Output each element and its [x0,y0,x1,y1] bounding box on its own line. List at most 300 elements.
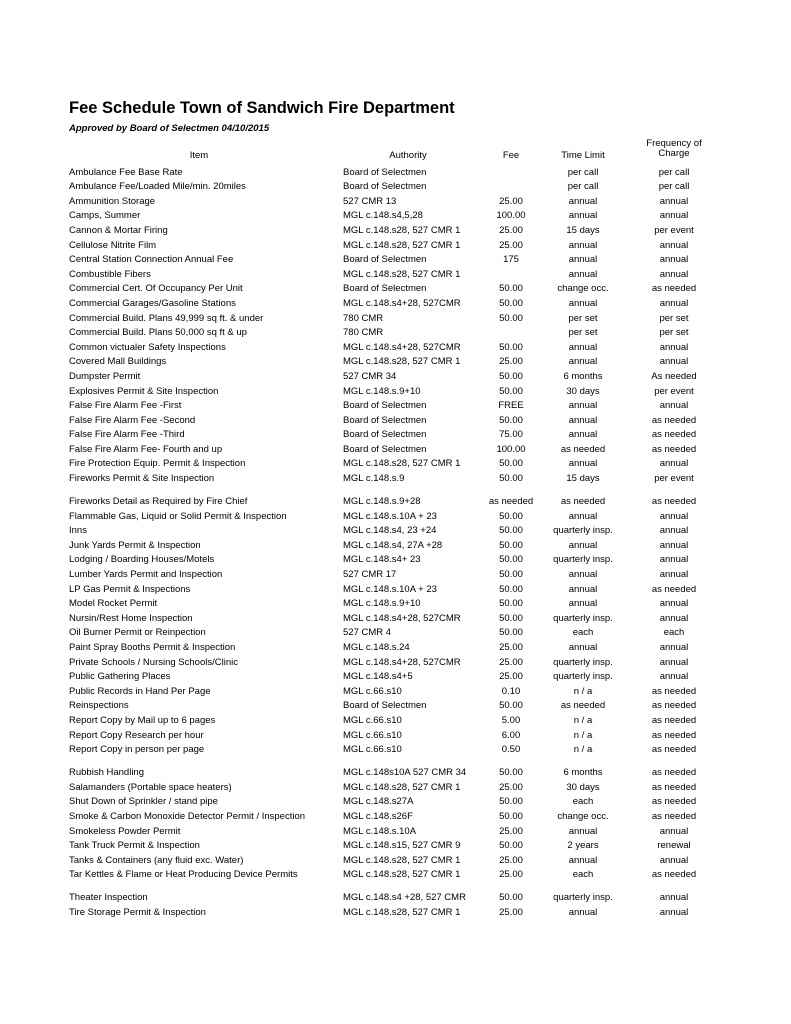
cell-item: Commercial Build. Plans 49,999 sq ft. & under [69,312,264,324]
cell-authority: MGL c.148.s.9+28 [343,496,421,508]
cell-authority: 780 CMR [343,327,384,339]
cell-item: Tank Truck Permit & Inspection [69,840,200,852]
cell-item: Paint Spray Booths Permit & Inspection [69,642,236,653]
cell-authority: MGL c.148.s28, 527 CMR 1 [343,224,461,236]
cell-time-limit: annual [568,539,598,551]
table-row [0,853,791,868]
cell-authority: Board of Selectmen [343,181,427,193]
cell-authority: MGL c.148.s.9+10 [343,385,421,397]
cell-authority: MGL c.148.s28, 527 CMR 1 [343,854,461,866]
cell-authority: MGL c.148.s4,5,28 [343,210,423,222]
cell-item: Rubbish Handling [69,767,144,779]
table-row [0,428,791,443]
cell-item: Model Rocket Permit [69,598,158,610]
table-row [0,839,791,854]
cell-authority: Board of Selectmen [343,283,427,295]
cell-frequency: as needed [651,583,697,595]
cell-fee: 50.00 [499,583,523,595]
cell-time-limit: annual [568,569,598,581]
cell-frequency: annual [659,554,689,566]
cell-fee: 50.00 [499,612,523,624]
cell-time-limit: annual [568,239,598,251]
cell-item: Theater Inspection [69,892,148,904]
cell-fee: 50.00 [499,796,523,808]
cell-time-limit: annual [568,642,598,653]
table-row [0,384,791,399]
cell-frequency: annual [659,254,689,266]
cell-fee: 25.00 [499,642,523,653]
cell-authority: MGL c.148.s28, 527 CMR 1 [343,781,461,793]
table-row [0,795,791,810]
cell-time-limit: per set [568,312,598,324]
cell-fee: 50.00 [499,598,523,610]
cell-item: Cannon & Mortar Firing [69,224,168,236]
cell-frequency: renewal [657,840,691,852]
cell-item: Inns [69,525,87,537]
cell-time-limit: annual [568,341,598,353]
cell-frequency: as needed [651,869,697,881]
cell-time-limit: per set [568,327,598,339]
cell-item: Smoke & Carbon Monoxide Detector Permit / Inspection [69,810,306,822]
cell-fee: FREE [498,400,524,412]
cell-time-limit: per call [567,181,599,193]
cell-fee: 50.00 [499,525,523,537]
cell-item: Ammunition Storage [69,195,156,207]
cell-item: False Fire Alarm Fee- Fourth and up [69,443,223,455]
table-row [0,471,791,486]
cell-time-limit: annual [568,510,598,522]
cell-authority: MGL c.148.s4, 27A +28 [343,539,443,551]
cell-time-limit: 30 days [566,781,600,793]
cell-item: Nursin/Rest Home Inspection [69,612,193,624]
cell-item: Ambulance Fee/Loaded Mile/min. 20miles [69,181,246,193]
cell-authority: MGL c.148.s4 +28, 527 CMR [343,892,466,904]
cell-time-limit: per call [567,166,599,178]
cell-frequency: as needed [651,685,697,697]
cell-frequency: annual [659,210,689,222]
table-row [0,209,791,224]
cell-frequency: annual [659,458,689,470]
cell-authority: MGL c.148.s4+28, 527CMR [343,297,461,309]
cell-item: Report Copy by Mail up to 6 pages [69,714,216,726]
cell-frequency: annual [659,239,689,251]
cell-time-limit: annual [568,598,598,610]
table-row [0,699,791,714]
cell-fee: 25.00 [499,906,523,918]
cell-time-limit: annual [568,429,598,441]
cell-authority: 780 CMR [343,312,384,324]
cell-time-limit: annual [568,400,598,412]
table-row [0,486,791,509]
cell-frequency: per event [654,473,694,485]
cell-item: Common victualer Safety Inspections [69,341,226,353]
cell-fee: 25.00 [499,825,523,837]
cell-item: Private Schools / Nursing Schools/Clinic [69,656,238,668]
table-row [0,524,791,539]
cell-time-limit: annual [568,356,598,368]
cell-authority: MGL c.148.s4+28, 527CMR [343,341,461,353]
cell-time-limit: n / a [573,729,593,741]
cell-item: Smokeless Powder Permit [69,825,181,837]
cell-item: Report Copy in person per page [69,744,205,756]
cell-authority: MGL c.148.s.9 [343,473,405,485]
table-row [0,413,791,428]
cell-authority: Board of Selectmen [343,700,427,712]
table-row [0,165,791,180]
cell-time-limit: each [572,869,594,881]
cell-fee: 50.00 [499,283,523,295]
table-row [0,809,791,824]
cell-time-limit: 30 days [566,385,600,397]
cell-item: LP Gas Permit & Inspections [69,583,191,595]
cell-fee: 25.00 [499,671,523,683]
cell-item: Shut Down of Sprinkler / stand pipe [69,796,218,808]
page-title: Fee Schedule Town of Sandwich Fire Department [69,99,455,117]
cell-authority: 527 CMR 13 [343,195,397,207]
cell-item: Junk Yards Permit & Inspection [69,539,201,551]
cell-authority: MGL c.66.s10 [343,685,402,697]
column-header-time-limit: Time Limit [561,150,605,161]
cell-fee: 25.00 [499,356,523,368]
cell-fee: 25.00 [499,869,523,881]
cell-fee: 50.00 [499,473,523,485]
table-row [0,442,791,457]
cell-fee: 75.00 [499,429,523,441]
table-row [0,757,791,780]
column-header-item: Item [189,150,209,161]
cell-fee: 25.00 [499,239,523,251]
cell-frequency: annual [659,341,689,353]
cell-fee: 25.00 [499,854,523,866]
cell-time-limit: 6 months [563,370,603,382]
cell-authority: MGL c.148.s4+5 [343,671,413,683]
cell-item: Commercial Garages/Gasoline Stations [69,297,236,309]
cell-frequency: as needed [651,443,697,455]
cell-fee: 50.00 [499,385,523,397]
table-row [0,538,791,553]
cell-authority: MGL c.148.s.10A [343,825,417,837]
cell-time-limit: quarterly insp. [553,554,613,566]
cell-frequency: as needed [651,767,697,779]
cell-frequency: as needed [651,744,697,756]
cell-fee: 0.10 [501,685,521,697]
cell-frequency: annual [659,195,689,207]
cell-authority: MGL c.148.s.10A + 23 [343,510,437,522]
cell-authority: MGL c.66.s10 [343,729,402,741]
fee-table [0,165,791,920]
cell-item: Report Copy Research per hour [69,729,204,741]
cell-frequency: per set [659,327,689,339]
cell-authority: MGL c.148.s.24 [343,642,410,653]
cell-authority: Board of Selectmen [343,166,427,178]
cell-frequency: annual [659,854,689,866]
table-row [0,611,791,626]
cell-item: Public Gathering Places [69,671,171,683]
table-row [0,597,791,612]
table-row [0,253,791,268]
cell-frequency: as needed [651,729,697,741]
cell-frequency: as needed [651,810,697,822]
table-row [0,457,791,472]
cell-fee: 100.00 [496,210,526,222]
cell-item: Lodging / Boarding Houses/Motels [69,554,215,566]
cell-item: False Fire Alarm Fee -Third [69,429,185,441]
table-row [0,238,791,253]
table-row [0,780,791,795]
cell-frequency: annual [659,598,689,610]
table-row [0,369,791,384]
cell-item: Flammable Gas, Liquid or Solid Permit & Inspection [69,510,287,522]
cell-frequency: per event [654,224,694,236]
cell-time-limit: annual [568,210,598,222]
cell-frequency: annual [659,510,689,522]
cell-frequency: annual [659,612,689,624]
cell-time-limit: 15 days [566,473,600,485]
cell-fee: 50.00 [499,892,523,904]
cell-authority: MGL c.66.s10 [343,744,402,756]
table-row [0,882,791,905]
cell-frequency: annual [659,268,689,280]
table-row [0,223,791,238]
cell-fee: 0.50 [501,744,521,756]
cell-item: Salamanders (Portable space heaters) [69,781,232,793]
cell-fee: 50.00 [499,510,523,522]
cell-frequency: annual [659,656,689,668]
cell-item: Camps, Summer [69,210,141,222]
cell-fee: 50.00 [499,554,523,566]
cell-authority: Board of Selectmen [343,414,427,426]
table-row [0,340,791,355]
cell-time-limit: change occ. [557,810,609,822]
page-subtitle: Approved by Board of Selectmen 04/10/2015 [69,123,270,134]
cell-fee: 50.00 [499,414,523,426]
table-row [0,824,791,839]
cell-time-limit: change occ. [557,283,609,295]
cell-fee: 5.00 [501,714,521,726]
cell-authority: MGL c.148.s.10A + 23 [343,583,437,595]
cell-frequency: as needed [651,796,697,808]
cell-frequency: annual [659,539,689,551]
cell-authority: MGL c.148.s.9+10 [343,598,421,610]
cell-item: Dumpster Permit [69,370,141,382]
cell-fee: 100.00 [496,443,526,455]
cell-time-limit: n / a [573,685,593,697]
cell-item: Ambulance Fee Base Rate [69,166,183,178]
cell-item: Fire Protection Equip. Permit & Inspection [69,458,246,470]
cell-fee: as needed [488,496,534,508]
cell-item: Combustible Fibers [69,268,151,280]
cell-frequency: annual [659,892,689,904]
table-row [0,670,791,685]
cell-authority: MGL c.148s10A 527 CMR 34 [343,767,467,779]
cell-authority: MGL c.148.s27A [343,796,414,808]
cell-frequency: annual [659,297,689,309]
cell-fee: 50.00 [499,840,523,852]
table-row [0,326,791,341]
table-row [0,743,791,758]
cell-time-limit: quarterly insp. [553,892,613,904]
table-row [0,684,791,699]
cell-time-limit: 15 days [566,224,600,236]
cell-frequency: as needed [651,496,697,508]
cell-authority: MGL c.148.s4+28, 527CMR [343,656,461,668]
cell-fee: 50.00 [499,569,523,581]
cell-time-limit: quarterly insp. [553,612,613,624]
cell-item: Covered Mall Buildings [69,356,167,368]
cell-authority: MGL c.148.s15, 527 CMR 9 [343,840,461,852]
cell-frequency: as needed [651,429,697,441]
cell-frequency: each [663,627,685,639]
table-row [0,509,791,524]
cell-authority: MGL c.148.s28, 527 CMR 1 [343,458,461,470]
column-header-frequency-line1: Frequency of [646,138,702,149]
cell-time-limit: annual [568,906,598,918]
cell-authority: MGL c.148.s28, 527 CMR 1 [343,869,461,881]
cell-time-limit: as needed [560,496,606,508]
cell-time-limit: n / a [573,744,593,756]
cell-time-limit: quarterly insp. [553,671,613,683]
cell-item: Commercial Build. Plans 50,000 sq ft & up [69,327,247,339]
cell-time-limit: n / a [573,714,593,726]
cell-item: Tanks & Containers (any fluid exc. Water) [69,854,244,866]
cell-authority: MGL c.148.s4+ 23 [343,554,421,566]
cell-authority: MGL c.148.s26F [343,810,413,822]
cell-fee: 50.00 [499,810,523,822]
cell-authority: Board of Selectmen [343,429,427,441]
cell-frequency: annual [659,825,689,837]
cell-item: Fireworks Permit & Site Inspection [69,473,215,485]
cell-authority: Board of Selectmen [343,400,427,412]
cell-time-limit: 2 years [567,840,599,852]
cell-authority: Board of Selectmen [343,254,427,266]
table-row [0,180,791,195]
cell-frequency: as needed [651,781,697,793]
cell-fee: 50.00 [499,297,523,309]
table-row [0,267,791,282]
cell-time-limit: 6 months [563,767,603,779]
cell-item: Tar Kettles & Flame or Heat Producing Device Permits [69,869,298,881]
table-row [0,296,791,311]
cell-fee: 50.00 [499,312,523,324]
column-header-authority: Authority [389,150,427,161]
cell-frequency: per event [654,385,694,397]
cell-frequency: as needed [651,714,697,726]
cell-time-limit: annual [568,268,598,280]
cell-frequency: per call [658,181,690,193]
cell-fee: 50.00 [499,627,523,639]
cell-fee: 175 [503,254,519,266]
cell-frequency: annual [659,906,689,918]
cell-frequency: annual [659,569,689,581]
table-row [0,868,791,883]
cell-time-limit: annual [568,458,598,470]
cell-authority: 527 CMR 34 [343,370,397,382]
cell-item: Commercial Cert. Of Occupancy Per Unit [69,283,243,295]
cell-frequency: as needed [651,700,697,712]
cell-frequency: as needed [651,283,697,295]
cell-time-limit: as needed [560,700,606,712]
cell-authority: MGL c.148.s4+28, 527CMR [343,612,461,624]
cell-authority: MGL c.148.s28, 527 CMR 1 [343,239,461,251]
table-row [0,553,791,568]
cell-authority: MGL c.148.s28, 527 CMR 1 [343,906,461,918]
cell-item: False Fire Alarm Fee -First [69,400,182,412]
cell-fee: 6.00 [501,729,521,741]
cell-authority: MGL c.148.s28, 527 CMR 1 [343,268,461,280]
cell-time-limit: quarterly insp. [553,525,613,537]
table-row [0,626,791,641]
cell-time-limit: annual [568,583,598,595]
table-row [0,905,791,920]
cell-frequency: per call [658,166,690,178]
cell-time-limit: each [572,796,594,808]
cell-fee: 50.00 [499,458,523,470]
cell-fee: 50.00 [499,370,523,382]
cell-item: Fireworks Detail as Required by Fire Chief [69,496,248,508]
cell-item: False Fire Alarm Fee -Second [69,414,196,426]
cell-time-limit: quarterly insp. [553,656,613,668]
cell-item: Oil Burner Permit or Reinpection [69,627,206,639]
cell-time-limit: annual [568,854,598,866]
table-row [0,355,791,370]
table-row [0,282,791,297]
cell-time-limit: as needed [560,443,606,455]
column-header-frequency-line2: Charge [658,148,690,159]
table-row [0,311,791,326]
table-row [0,640,791,655]
cell-authority: MGL c.148.s28, 527 CMR 1 [343,356,461,368]
cell-time-limit: annual [568,195,598,207]
cell-frequency: annual [659,400,689,412]
cell-time-limit: annual [568,414,598,426]
cell-fee: 25.00 [499,656,523,668]
table-row [0,655,791,670]
cell-authority: 527 CMR 4 [343,627,392,639]
cell-time-limit: annual [568,254,598,266]
table-row [0,582,791,597]
cell-item: Explosives Permit & Site Inspection [69,385,219,397]
cell-time-limit: annual [568,297,598,309]
cell-fee: 25.00 [499,195,523,207]
cell-frequency: annual [659,671,689,683]
cell-time-limit: each [572,627,594,639]
column-header-frequency [628,139,720,159]
cell-item: Reinspections [69,700,129,712]
cell-fee: 50.00 [499,539,523,551]
cell-fee: 25.00 [499,781,523,793]
column-header-fee: Fee [502,150,520,161]
cell-time-limit: annual [568,825,598,837]
table-row [0,567,791,582]
cell-frequency: per set [659,312,689,324]
table-row [0,728,791,743]
cell-frequency: annual [659,525,689,537]
cell-item: Lumber Yards Permit and Inspection [69,569,223,581]
cell-authority: MGL c.66.s10 [343,714,402,726]
cell-item: Tire Storage Permit & Inspection [69,906,206,918]
cell-frequency: As needed [651,370,697,382]
cell-frequency: annual [659,642,689,653]
cell-item: Public Records in Hand Per Page [69,685,211,697]
cell-fee: 50.00 [499,341,523,353]
cell-authority: 527 CMR 17 [343,569,397,581]
cell-fee: 50.00 [499,700,523,712]
table-row [0,713,791,728]
cell-authority: Board of Selectmen [343,443,427,455]
table-row [0,399,791,414]
cell-fee: 25.00 [499,224,523,236]
cell-frequency: annual [659,356,689,368]
